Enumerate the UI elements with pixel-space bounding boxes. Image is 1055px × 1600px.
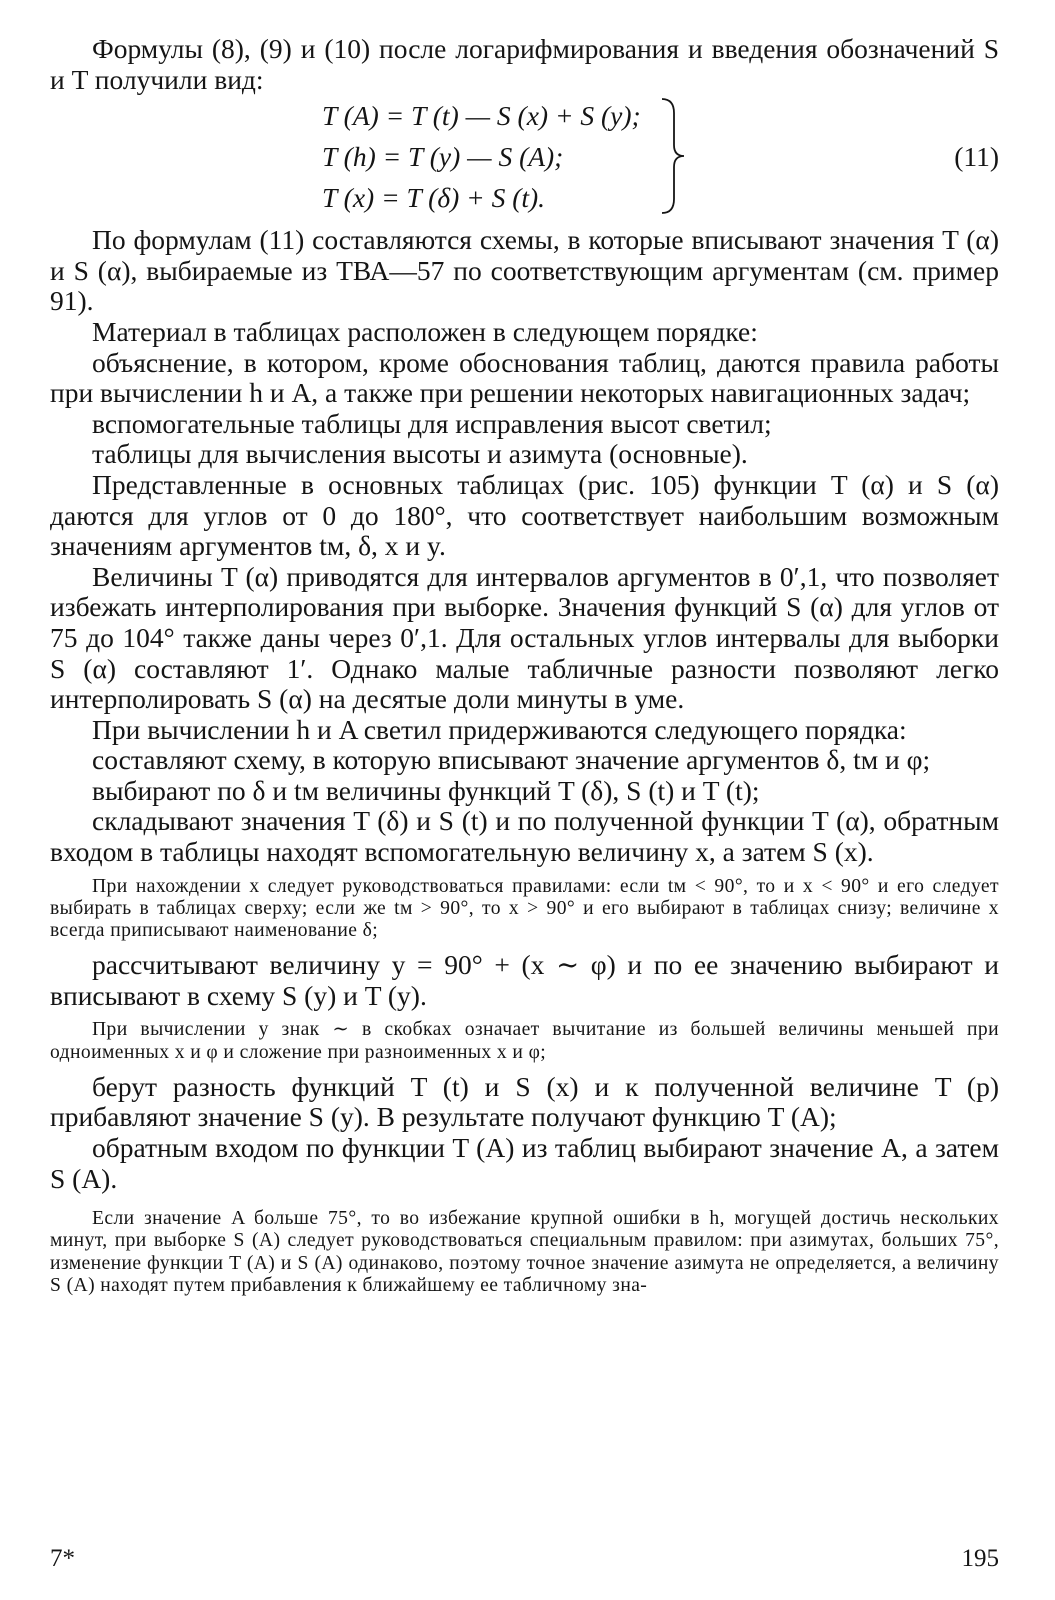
step-6: обратным входом по функции T (A) из таблиц выбирают значение A, а затем S (A).	[50, 1132, 999, 1194]
note-2: При вычислении y знак ∼ в скобках означает вычитание из большей величины меньшей при одноименных x и φ и сложение при разноименных x и φ;	[50, 1019, 999, 1063]
step-1: составляют схему, в которую вписывают значение аргументов δ, tм и φ;	[92, 744, 931, 776]
page-number: 195	[961, 1545, 999, 1572]
paragraph-4: Величины T (α) приводятся для интервалов аргументов в 0′,1, что позволяет избежать интерполирования при выборке. Значения функций S (α) для углов от 75 до 104° также даны через 0′,1. Для остальных углов интервалы для выборки S (α) составляют 1′. Однако малые табличные разности позволяют легко интерполировать S (α) на десятые доли минуты в уме.	[50, 560, 999, 715]
formula-lines	[322, 95, 641, 218]
list-item-1: объяснение, в котором, кроме обоснования таблиц, даются правила работы при вычислении h и A, а также при решении некоторых навигационных задач;	[50, 346, 999, 409]
formula-system-11	[50, 95, 999, 219]
paragraph-2: Материал в таблицах расположен в следующем порядке:	[92, 315, 758, 347]
equation-number: (11)	[954, 141, 999, 173]
step-5: берут разность функций T (t) и S (x) и к полученной величине T (p) прибавляют значение S (y). В результате получают функцию T (A);	[50, 1070, 999, 1133]
paragraph-5: При вычислении h и A светил придерживаются следующего порядка:	[92, 713, 907, 745]
signature-mark: 7*	[50, 1545, 75, 1572]
paragraph-3: Представленные в основных таблицах (рис. 105) функции T (α) и S (α) даются для углов от 0 до 180°, что соответствует наибольшим возможным значениям аргументов tм, δ, x и y.	[50, 468, 999, 562]
formula-line-1: T (A) = T (t) — S (x) + S (y);	[322, 100, 641, 132]
intro-paragraph: Формулы (8), (9) и (10) после логарифмирования и введения обозначений S и T получили вид:	[50, 33, 999, 95]
formula-line-2: T (h) = T (y) — S (A);	[322, 141, 564, 173]
list-item-2: вспомогательные таблицы для исправления высот светил;	[92, 407, 772, 439]
right-brace-icon	[660, 97, 686, 215]
formula-line-3: T (x) = T (δ) + S (t).	[322, 182, 546, 214]
step-3: складывают значения T (δ) и S (t) и по полученной функции T (α), обратным входом в таблицы находят вспомогательную величину x, а затем S (x).	[50, 805, 999, 868]
note-3: Если значение A больше 75°, то во избежание крупной ошибки в h, могущей достичь нескольких минут, при выборке S (A) следует руководствоваться специальным правилом: при азимутах, больших 75°, изменение функции T (A) и S (A) одинаково, поэтому точное значение азимута не определяется, а величину S (A) находят путем прибавления к ближайшему ее табличному зна-	[50, 1208, 999, 1296]
step-4: рассчитывают величину y = 90° + (x ∼ φ) и по ее значению выбирают и вписывают в схему S (y) и T (y).	[50, 949, 999, 1011]
paragraph-1: По формулам (11) составляются схемы, в которые вписывают значения T (α) и S (α), выбираемые из ТВА—57 по соответствующим аргументам (см. пример 91).	[50, 224, 999, 317]
note-1: При нахождении x следует руководствоваться правилами: если tм < 90°, то и x < 90° и его следует выбирать в таблицах сверху; если же tм > 90°, то x > 90° и его выбирают в таблицах снизу; величине x всегда приписывают наименование δ;	[50, 875, 999, 942]
list-item-3: таблицы для вычисления высоты и азимута (основные).	[92, 438, 748, 470]
step-2: выбирают по δ и tм величины функций T (δ), S (t) и T (t);	[92, 774, 760, 806]
